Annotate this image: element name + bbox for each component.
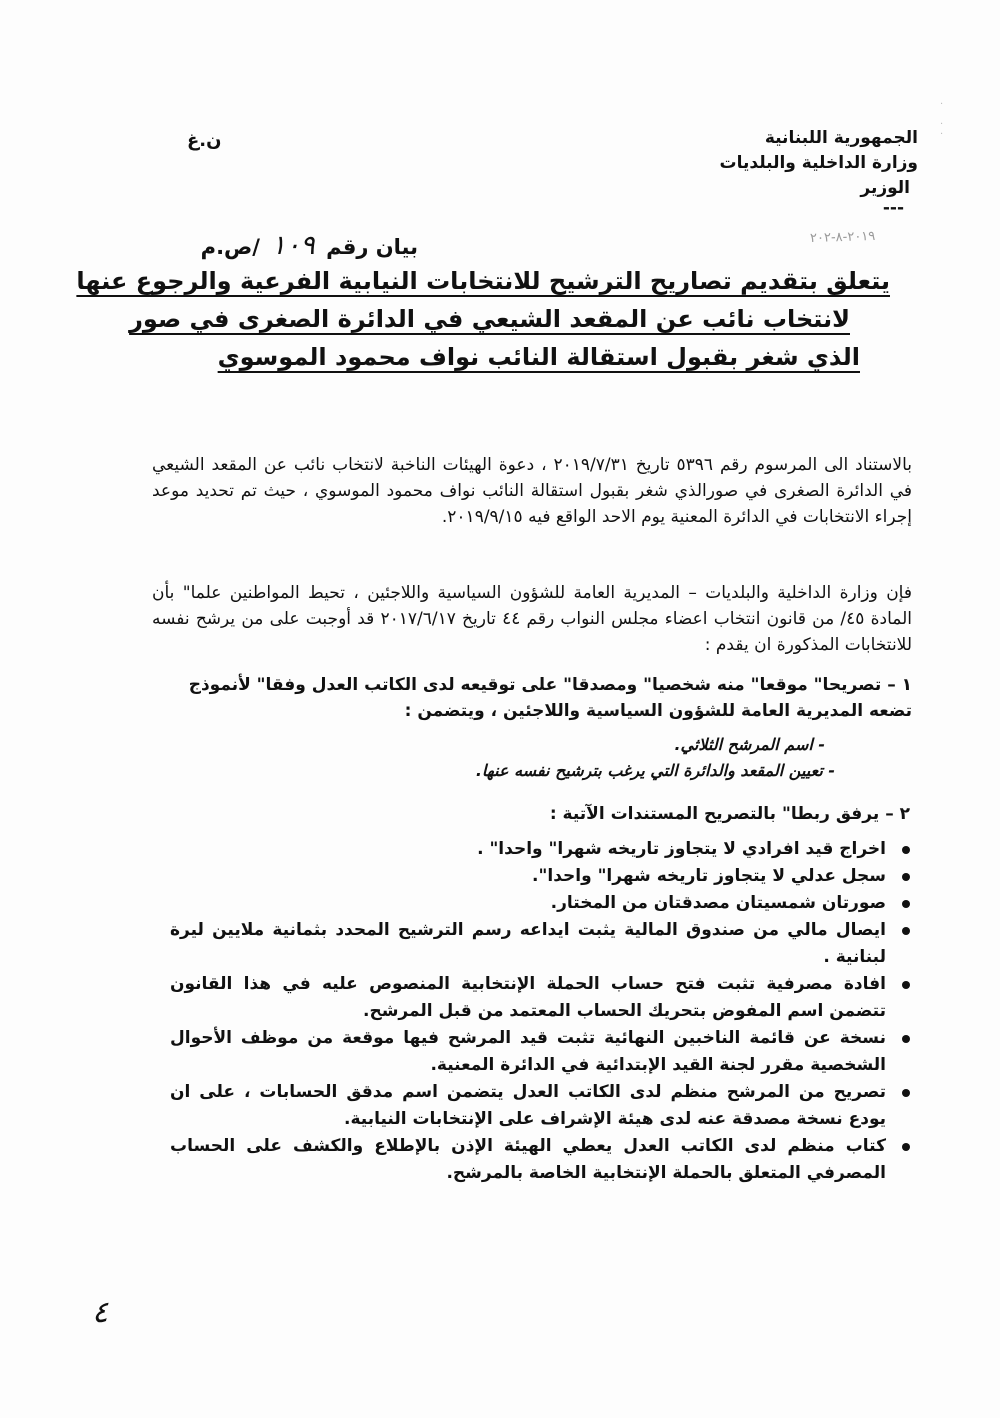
statement-label-suffix: /ص.م [200, 235, 260, 259]
list-item [170, 1025, 910, 1079]
ministry-name: وزارة الداخلية والبلديات [719, 153, 918, 173]
reference-code: ن.غ [187, 130, 222, 151]
title-line: يتعلق بتقديم تصاريح الترشيح للانتخابات النيابية الفرعية والرجوع عنها [76, 267, 890, 295]
requirement-item-1: ١ – تصريحا" موقعا" منه شخصيا" ومصدقا" على توقيعه لدى الكاتب العدل وفقا" لأنموذج تضعه المديرية العامة للشؤون السياسية واللاجئين ، ويتضمن : [188, 675, 912, 721]
minister-title: الوزير [860, 178, 910, 198]
list-item-text: صورتان شمسيتان مصدقتان من المختار. [550, 893, 886, 913]
bullet-icon [902, 1089, 910, 1097]
statement-number: ١٠٩ [271, 230, 315, 261]
title-line: لانتخاب نائب عن المقعد الشيعي في الدائرة الصغرى في صور [129, 305, 850, 333]
list-item-text: سجل عدلي لا يتجاوز تاريخه شهرا" واحدا". [532, 866, 886, 886]
list-item-text: ايصال مالي من صندوق المالية يثبت ايداعه رسم الترشيح المحدد بثمانية ملايين ليرة لبنانية . [170, 920, 886, 967]
republic-name: الجمهورية اللبنانية [764, 128, 918, 148]
body-paragraph-2: فإن وزارة الداخلية والبلديات – المديرية العامة للشؤون السياسية واللاجئين ، تحيط المواطنين علما" بأن المادة ٤٥/ من قانون انتخاب اعضاء مجلس النواب رقم ٤٤ تاريخ ٢٠١٧/٦/١٧ قد أوجبت على من يرشح نفسه للانتخابات المذكورة ان يقدم : [152, 583, 912, 655]
header-divider: --- [882, 198, 904, 218]
statement-number-line [201, 230, 418, 261]
bullet-icon [902, 927, 910, 935]
list-item-text: افادة مصرفية تثبت فتح حساب الحملة الإنتخابية المنصوص عليه في هذا القانون تتضمن اسم المفوض بتحريك الحساب المعتمد من قبل المرشح. [170, 974, 886, 1021]
list-item [170, 890, 910, 917]
list-item [170, 917, 910, 971]
page-number: ٤ [92, 1295, 109, 1330]
list-item [170, 836, 910, 863]
bullet-icon [902, 1035, 910, 1043]
subitem: - تعيين المقعد والدائرة التي يرغب بترشيح نفسه عنها. [475, 761, 835, 780]
list-item-text: كتاب منظم لدى الكاتب العدل يعطي الهيئة الإذن بالإطلاع والكشف على الحساب المصرفي المتعلق بالحملة الإنتخابية الخاصة بالمرشح. [170, 1136, 886, 1183]
list-item-text: نسخة عن قائمة الناخبين النهائية تثبت قيد المرشح فيها موقعة من موظف الأحوال الشخصية مقرر لجنة القيد الإبتدائية في الدائرة المعنية. [170, 1028, 886, 1075]
list-item-text: اخراج قيد افرادي لا يتجاوز تاريخه شهرا" واحدا" . [477, 839, 886, 859]
statement-title [76, 262, 890, 376]
statement-label-prefix: بيان رقم [326, 235, 418, 259]
received-stamp: ٢٠١٩-٨-٢٠٢ [809, 228, 876, 247]
bullet-icon [902, 981, 910, 989]
subitem: - اسم المرشح الثلاثي. [674, 735, 825, 754]
list-item [170, 971, 910, 1025]
letterhead [688, 126, 918, 218]
bullet-icon [902, 873, 910, 881]
scan-artifact-dots: · · · [940, 99, 944, 140]
list-item [170, 1079, 910, 1133]
requirement-item-2-heading: ٢ – يرفق ربطا" بالتصريح المستندات الآتية : [549, 804, 910, 824]
title-line: الذي شغر بقبول استقالة النائب نواف محمود الموسوي [217, 343, 860, 371]
required-documents-list [170, 836, 910, 1187]
requirement-item-1-subitems [195, 732, 895, 784]
bullet-icon [902, 846, 910, 854]
body-paragraph-1: بالاستناد الى المرسوم رقم ٥٣٩٦ تاريخ ٢٠١٩/٧/٣١ ، دعوة الهيئات الناخبة لانتخاب نائب عن المقعد الشيعي في الدائرة الصغرى في صورالذي شغر بقبول استقالة النائب نواف محمود الموسوي ، حيث تم تحديد موعد إجراء الانتخابات في الدائرة المعنية يوم الاحد الواقع فيه ٢٠١٩/٩/١٥. [152, 455, 912, 527]
bullet-icon [902, 900, 910, 908]
list-item-text: تصريح من المرشح منظم لدى الكاتب العدل يتضمن اسم مدقق الحسابات ، على ان يودع نسخة مصدقة عنه لدى هيئة الإشراف على الإنتخابات النيابية. [170, 1082, 886, 1129]
list-item [170, 863, 910, 890]
list-item [170, 1133, 910, 1187]
bullet-icon [902, 1143, 910, 1151]
